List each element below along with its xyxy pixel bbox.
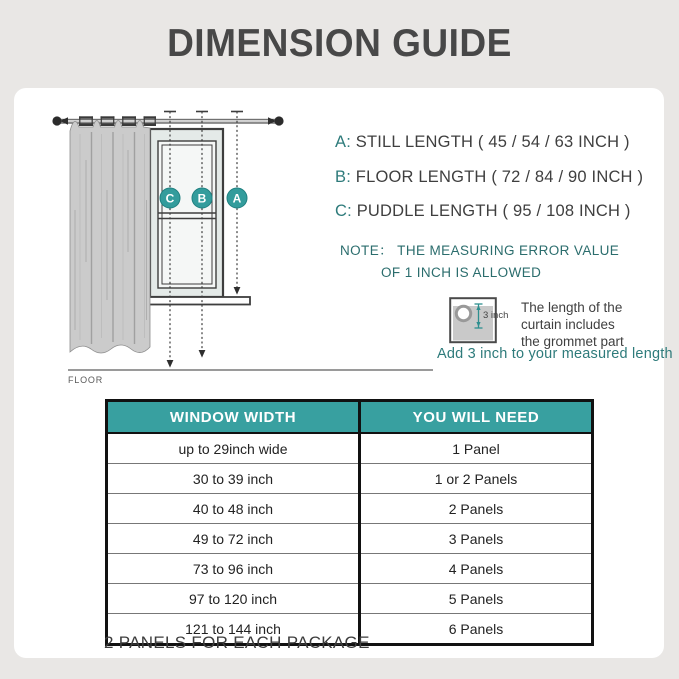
floor-label: FLOOR	[68, 375, 104, 385]
rod-finial-right	[274, 116, 283, 125]
content-card	[14, 88, 673, 658]
add-3-inch-tip: Add 3 inch to your measured length	[437, 346, 673, 362]
table-row: 121 to 144 inch 6 Panels	[107, 614, 593, 645]
svg-text:A: A	[232, 191, 242, 206]
table-row: 73 to 96 inch 4 Panels	[107, 554, 593, 584]
panel-size-table	[105, 399, 594, 646]
length-specs	[335, 132, 643, 236]
window-sill	[145, 297, 250, 305]
grommet-icon	[449, 297, 513, 345]
measure-markers	[160, 188, 247, 208]
package-note: 2 PANELS FOR EACH PACKAGE	[104, 633, 370, 652]
window	[150, 129, 223, 297]
measuring-note: NOTE： THE MEASURING ERROR VALUE OF 1 INCH IS ALLOWED	[340, 243, 620, 280]
spec-floor-length: B: FLOOR LENGTH ( 72 / 84 / 90 INCH )	[335, 167, 644, 186]
svg-text:C: C	[165, 191, 175, 206]
svg-text:3 inch: 3 inch	[483, 310, 509, 321]
table-row: 49 to 72 inch 3 Panels	[107, 524, 593, 554]
table-row: 97 to 120 inch 5 Panels	[107, 584, 593, 614]
table-row: 40 to 48 inch 2 Panels	[107, 494, 593, 524]
svg-text:B: B	[197, 191, 207, 206]
table-header-row	[107, 401, 593, 434]
header-you-will-need: YOU WILL NEED	[360, 401, 593, 434]
curtain-panel	[70, 116, 156, 353]
spec-still-length: A: STILL LENGTH ( 45 / 54 / 63 INCH )	[335, 133, 630, 151]
grommet-description: The length of the curtain includes the grommet part	[521, 300, 624, 349]
spec-puddle-length: C: PUDDLE LENGTH ( 95 / 108 INCH )	[335, 202, 631, 220]
rod-finial-left	[52, 116, 61, 125]
grommet-explainer	[449, 297, 624, 350]
header-window-width: WINDOW WIDTH	[107, 401, 360, 434]
page-title: DIMENSION GUIDE	[167, 22, 512, 65]
table-row: 30 to 39 inch 1 or 2 Panels	[107, 464, 593, 494]
table-row: up to 29inch wide 1 Panel	[107, 433, 593, 464]
